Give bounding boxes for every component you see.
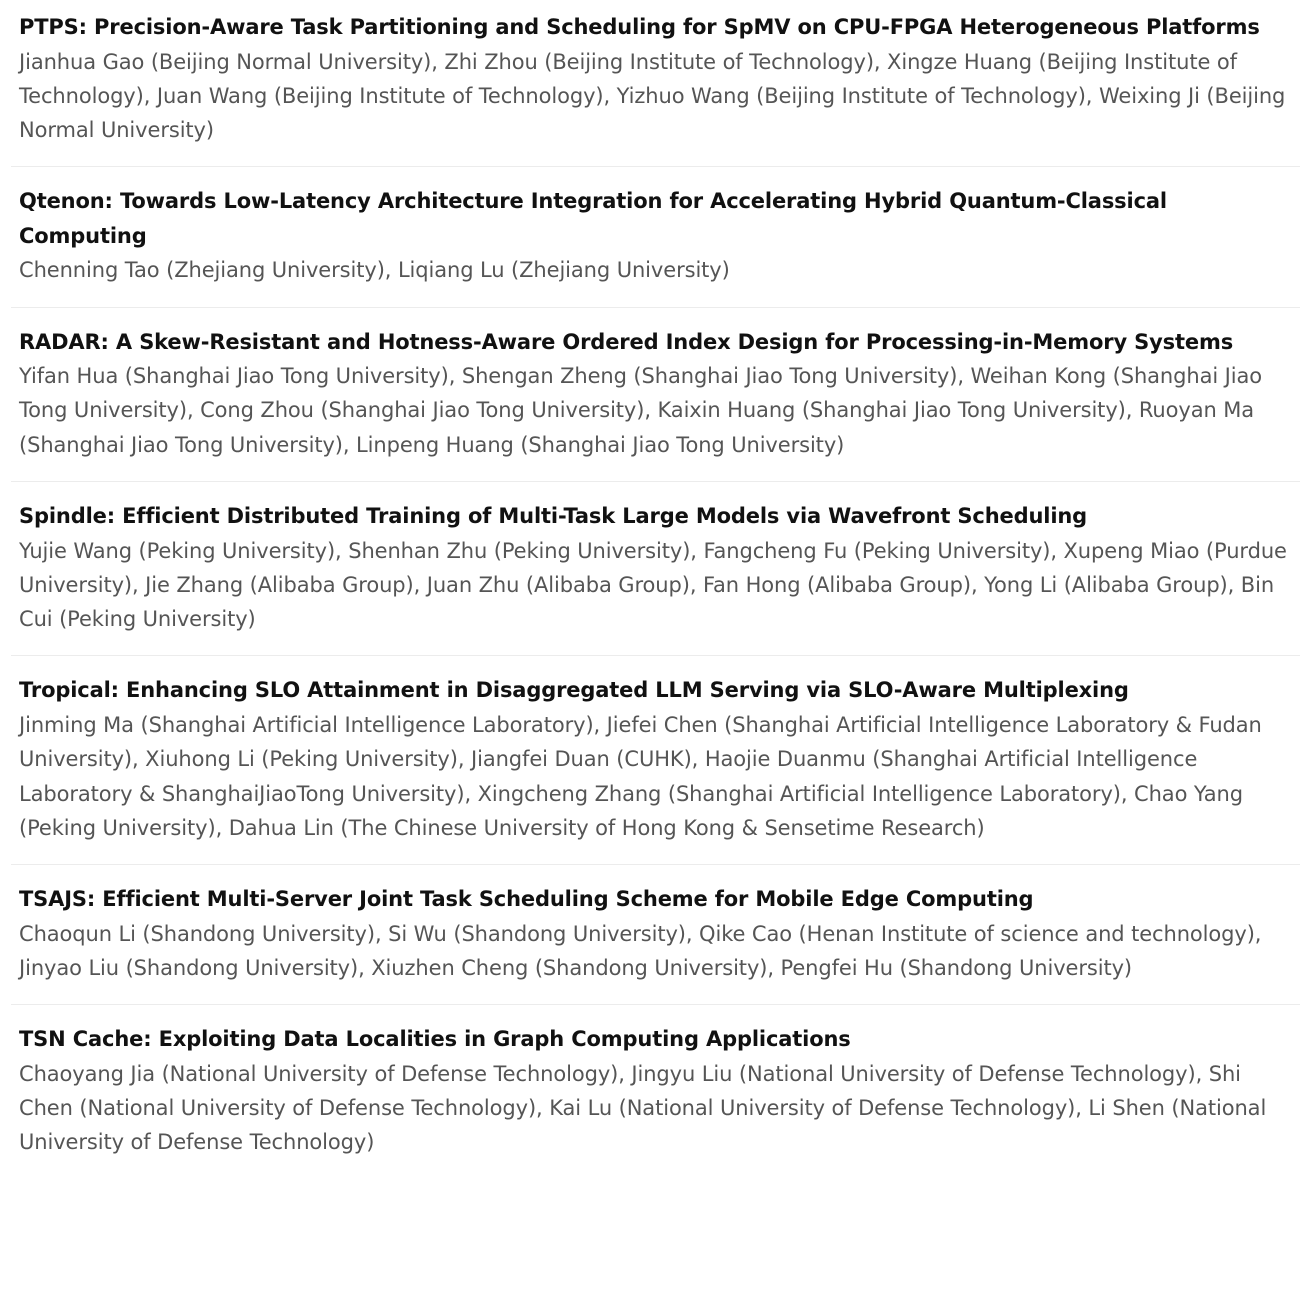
paper-authors: Yifan Hua (Shanghai Jiao Tong University), Shengan Zheng (Shanghai Jiao Tong University), Weihan Kong (Shanghai Jiao Tong University), Cong Zhou (Shanghai Jiao Tong University), Kaixin Huang (Shanghai Jiao Tong University), Ruoyan Ma (Shanghai Jiao Tong University), Linpeng Huang (Shanghai Jiao Tong University) (19, 364, 1262, 457)
paper-entry (11, 180, 1300, 307)
paper-title[interactable]: Tropical: Enhancing SLO Attainment in Disaggregated LLM Serving via SLO-Aware Multiplexing (19, 678, 1129, 703)
paper-authors: Chaoqun Li (Shandong University), Si Wu (Shandong University), Qike Cao (Henan Institute of science and technology), Jinyao Liu (Shandong University), Xiuzhen Cheng (Shandong University), Pengfei Hu (Shandong University) (19, 921, 1262, 980)
paper-title[interactable]: Qtenon: Towards Low-Latency Architecture Integration for Accelerating Hybrid Quantum-Classical Computing (19, 189, 1167, 248)
paper-title[interactable]: RADAR: A Skew-Resistant and Hotness-Aware Ordered Index Design for Processing-in-Memory Systems (19, 329, 1234, 354)
paper-entry (11, 669, 1300, 865)
paper-entry (11, 6, 1300, 167)
paper-title[interactable]: TSAJS: Efficient Multi-Server Joint Task Scheduling Scheme for Mobile Edge Computing (19, 887, 1034, 912)
paper-authors: Chaoyang Jia (National University of Defense Technology), Jingyu Liu (National University of Defense Technology), Shi Chen (National University of Defense Technology), Kai Lu (National University of Defense Technology), Li Shen (National University of Defense Technology) (19, 1061, 1267, 1155)
paper-title[interactable]: PTPS: Precision-Aware Task Partitioning and Scheduling for SpMV on CPU-FPGA Heterogeneous Platforms (19, 15, 1260, 39)
paper-title[interactable]: Spindle: Efficient Distributed Training of Multi-Task Large Models via Wavefront Scheduling (19, 504, 1088, 529)
paper-authors: Jinming Ma (Shanghai Artificial Intelligence Laboratory), Jiefei Chen (Shanghai Artificial Intelligence Laboratory & Fudan University), Xiuhong Li (Peking University), Jiangfei Duan (CUHK), Haojie Duanmu (Shanghai Artificial Intelligence Laboratory & ShanghaiJiaoTong University), Xingcheng Zhang (Shanghai Artificial Intelligence Laboratory), Chao Yang (Peking University), Dahua Lin (The Chinese University of Hong Kong & Sensetime Research) (19, 712, 1262, 840)
paper-title[interactable]: TSN Cache: Exploiting Data Localities in Graph Computing Applications (19, 1027, 851, 1052)
paper-authors: Jianhua Gao (Beijing Normal University), Zhi Zhou (Beijing Institute of Technology), Xingze Huang (Beijing Institute of Technology), Juan Wang (Beijing Institute of Technology), Yizhuo Wang (Beijing Institute of Technology), Weixing Ji (Beijing Normal University) (19, 49, 1286, 143)
paper-authors: Yujie Wang (Peking University), Shenhan Zhu (Peking University), Fangcheng Fu (Peking University), Xupeng Miao (Purdue University), Jie Zhang (Alibaba Group), Juan Zhu (Alibaba Group), Fan Hong (Alibaba Group), Yong Li (Alibaba Group), Bin Cui (Peking University) (19, 538, 1287, 632)
paper-entry (11, 1018, 1300, 1178)
paper-authors: Chenning Tao (Zhejiang University), Liqiang Lu (Zhejiang University) (19, 258, 730, 283)
paper-entry (11, 321, 1300, 482)
paper-entry (11, 878, 1300, 1005)
paper-entry (11, 495, 1300, 656)
